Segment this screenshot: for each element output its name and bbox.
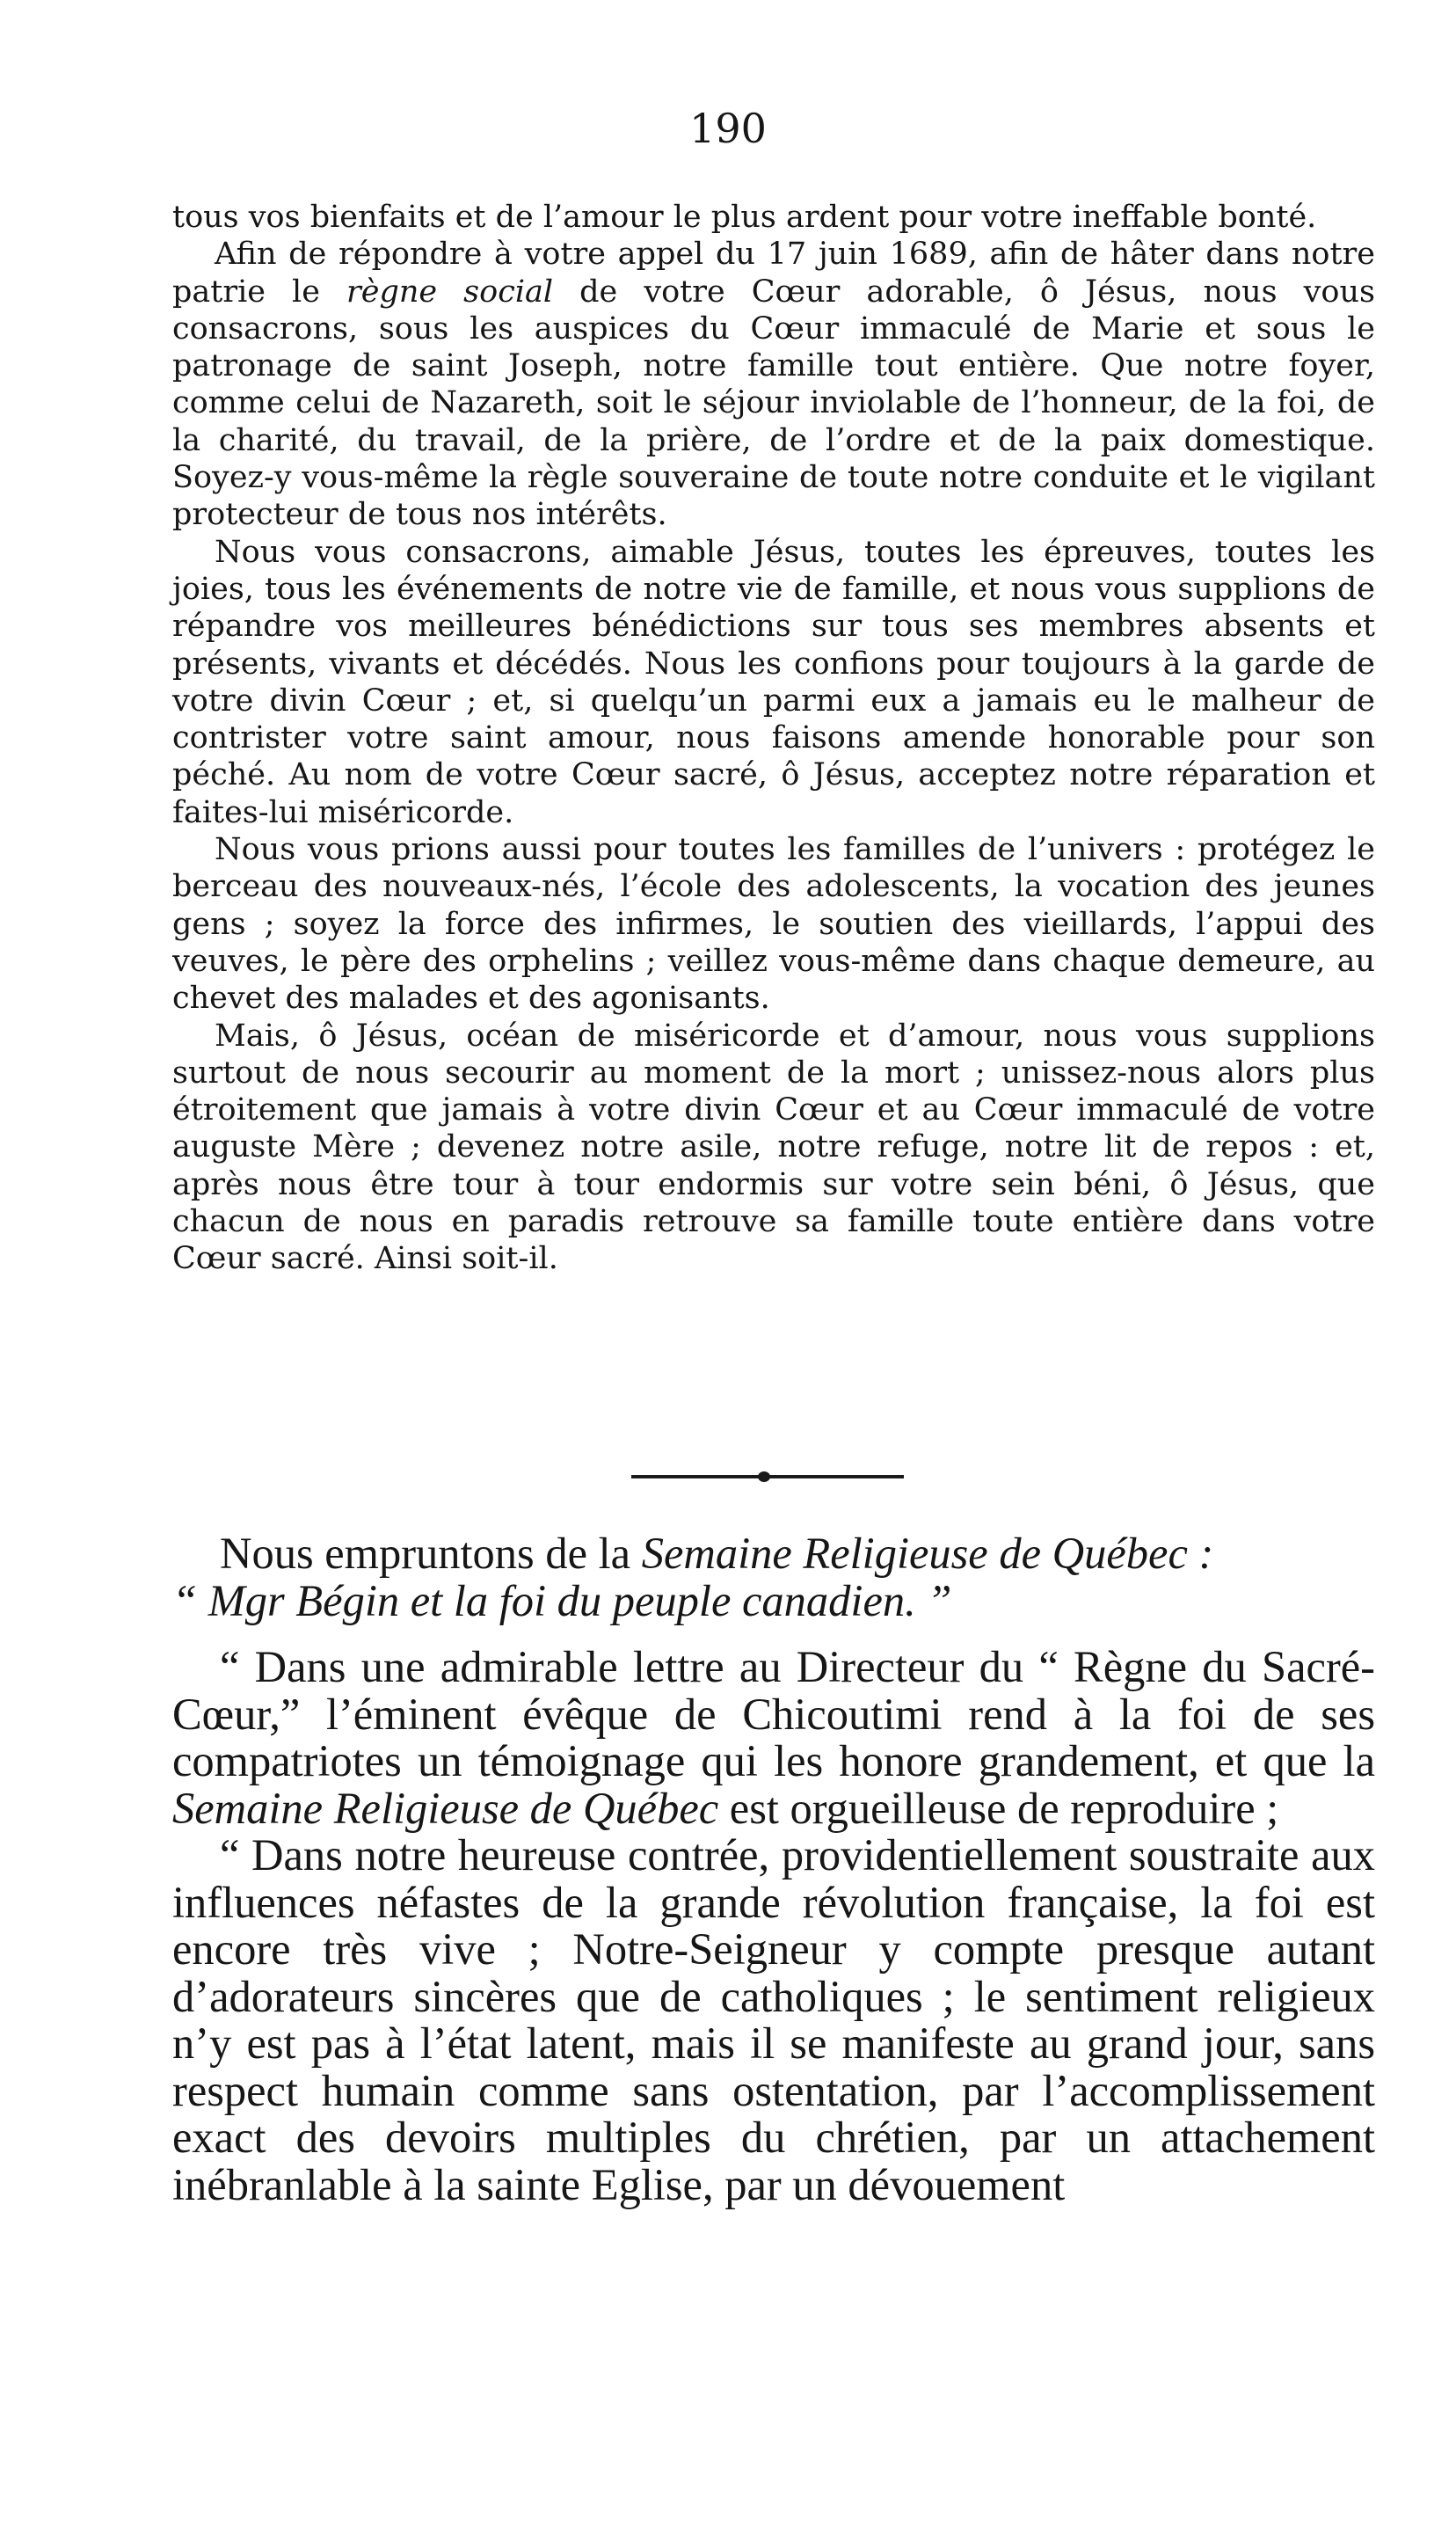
publication-title: Semaine Religieuse de Québec : — [641, 1529, 1214, 1578]
paragraph-family-trials: Nous vous consacrons, aimable Jésus, toutes les épreuves, toutes les joies, tous les événements de notre vie de famille, et nous vous supplions de répandre vos meilleures bénédictions sur tous ses membres absents et présents, vivants et décédés. Nous les confions pour toujours à la garde de votre divin Cœur ; et, si quelqu’un parmi eux a jamais eu le malheur de contrister votre saint amour, nous faisons amende honorable pour son péché. Au nom de votre Cœur sacré, ô Jésus, acceptez notre réparation et faites-lui miséricorde. — [172, 534, 1375, 830]
paragraph-all-families: Nous vous prions aussi pour toutes les familles de l’univers : protégez le berceau des nouveaux-nés, l’école des adolescents, la vocation des jeunes gens ; soyez la force des infirmes, le soutien des vieillards, l’appui des veuves, le père des orphelins ; veillez vous-même dans chaque demeure, au chevet des malades et des agonisants. — [172, 832, 1375, 1017]
divider-ornament — [758, 1471, 770, 1482]
intro-text: Nous empruntons de la — [220, 1529, 642, 1578]
paragraph-regne-social — [172, 236, 1375, 533]
paragraph-text: de votre Cœur adorable, ô Jésus, nous vous consacrons, sous les auspices du Cœur immaculé de Marie et sous le patronage de saint Joseph, notre famille tout entière. Que notre foyer, comme celui de Nazareth, soit le séjour inviolable de l’honneur, de la foi, de la charité, du travail, de la prière, de l’ordre et de la paix domestique. Soyez-y vous-même la règle souveraine de toute notre conduite et le vigilant protecteur de tous nos intérêts. — [172, 274, 1375, 533]
paragraph-heureuse-contree: “ Dans notre heureuse contrée, providentiellement soustraite aux influences néfastes de la grande révolution française, la foi est encore très vive ; Notre-Seigneur y compte presque autant d’adorateurs sincères que de catholiques ; le sentiment religieux n’y est pas à l’état latent, mais il se manifeste au grand jour, sans respect humain comme sans ostentation, par l’accomplissement exact des devoirs multiples du chrétien, par un attachement inébranlable à la sainte Eglise, par un dévouement — [172, 1830, 1375, 2209]
article-title — [172, 1575, 1375, 1625]
italic-phrase: règne social — [346, 274, 554, 310]
paragraph-text: Afin de répondre à votre appel du 17 juin 1689, afin de hâter dans notre patrie le — [172, 237, 1375, 310]
publication-title: Semaine Religieuse de Québec — [172, 1783, 719, 1833]
paragraph-text: est orgueilleuse de reproduire ; — [718, 1783, 1279, 1833]
article-title-text: “ Mgr Bégin et la foi du peuple canadien. ” — [172, 1575, 952, 1625]
page-number: 190 — [689, 105, 767, 152]
consecration-prayer-section — [172, 199, 1375, 1278]
paragraph-admirable-letter — [172, 1644, 1375, 1832]
paragraph-text: “ Dans une admirable lettre au Directeur du “ Règne du Sacré-Cœur,” l’éminent évêque de Chicoutimi rend à la foi de ses compatriotes un témoignage qui les honore grandement, et que la — [172, 1642, 1375, 1785]
paragraph-continuation: tous vos bienfaits et de l’amour le plus ardent pour votre ineffable bonté. — [172, 200, 1317, 235]
section-intro — [172, 1530, 1375, 1578]
semaine-religieuse-section — [172, 1530, 1375, 2208]
paragraph-hour-of-death: Mais, ô Jésus, océan de miséricorde et d’amour, nous vous supplions surtout de nous secourir au moment de la mort ; unissez-nous alors plus étroitement que jamais à votre divin Cœur et au Cœur immaculé de votre auguste Mère ; devenez notre asile, notre refuge, notre lit de repos : et, après nous être tour à tour endormis sur votre sein béni, ô Jésus, que chacun de nous en paradis retrouve sa famille toute entière dans votre Cœur sacré. Ainsi soit-il. — [172, 1018, 1375, 1277]
